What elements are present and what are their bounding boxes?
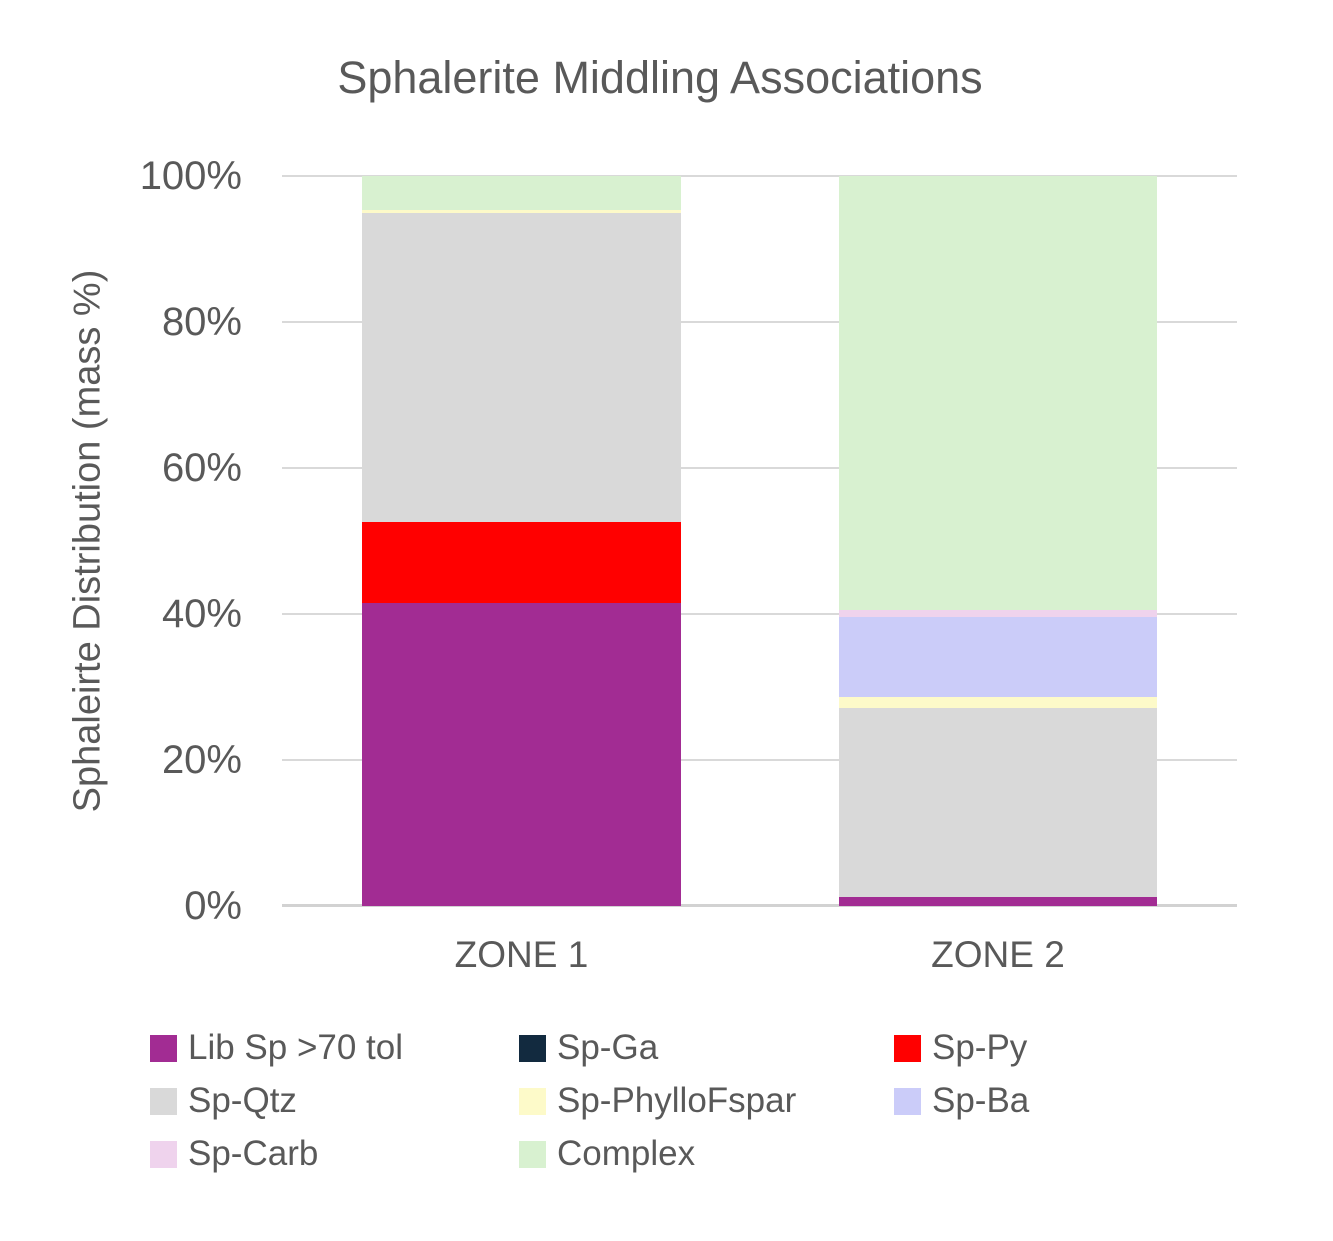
bar-segment-zone-1-sp-qtz bbox=[362, 213, 681, 522]
legend-label-lib-sp-70-tol: Lib Sp >70 tol bbox=[188, 1028, 404, 1067]
legend-item-sp-ga bbox=[519, 1026, 658, 1070]
legend-swatch-sp-phyllofspar bbox=[519, 1088, 546, 1115]
bar-segment-zone-1-complex bbox=[362, 176, 681, 210]
y-tick-label-100: 100% bbox=[139, 154, 242, 198]
x-axis-label-zone-2: ZONE 2 bbox=[931, 934, 1065, 975]
legend-label-sp-py: Sp-Py bbox=[932, 1028, 1028, 1067]
legend-swatch-sp-qtz bbox=[150, 1088, 177, 1115]
legend-swatch-sp-carb bbox=[150, 1141, 177, 1168]
plot-area bbox=[282, 176, 1237, 975]
bar-segment-zone-1-sp-py bbox=[362, 522, 681, 603]
y-axis-title: Sphaleirte Distribution (mass %) bbox=[66, 269, 109, 813]
bar-zone-1 bbox=[362, 176, 681, 906]
bar-segment-zone-2-sp-carb bbox=[839, 610, 1157, 617]
legend-label-sp-qtz: Sp-Qtz bbox=[188, 1081, 297, 1120]
legend-swatch-complex bbox=[519, 1141, 546, 1168]
bar-segment-zone-2-complex bbox=[839, 176, 1157, 610]
bar-zone-2 bbox=[839, 176, 1157, 906]
legend-label-sp-ga: Sp-Ga bbox=[557, 1028, 659, 1067]
legend-item-sp-phyllofspar bbox=[519, 1079, 796, 1123]
legend-item-sp-py bbox=[894, 1026, 1027, 1070]
y-tick-label-20: 20% bbox=[161, 738, 242, 782]
legend-swatch-lib-sp-70-tol bbox=[150, 1035, 177, 1062]
bar-segment-zone-2-sp-phyllofspar bbox=[839, 697, 1157, 709]
bar-segment-zone-2-lib-sp-70-tol bbox=[839, 897, 1157, 906]
legend-item-lib-sp-70-tol bbox=[150, 1026, 403, 1070]
y-axis-tick-labels bbox=[80, 154, 242, 928]
legend-swatch-sp-py bbox=[894, 1035, 921, 1062]
y-tick-label-60: 60% bbox=[161, 446, 242, 490]
x-axis-label-zone-1: ZONE 1 bbox=[454, 934, 589, 975]
legend-item-complex bbox=[519, 1132, 695, 1176]
chart-title: Sphalerite Middling Associations bbox=[337, 52, 983, 103]
legend-label-sp-carb: Sp-Carb bbox=[188, 1134, 319, 1173]
bar-segment-zone-1-lib-sp-70-tol bbox=[362, 603, 681, 906]
legend-item-sp-carb bbox=[150, 1132, 318, 1176]
bar-segment-zone-2-sp-ba bbox=[839, 617, 1157, 697]
legend-swatch-sp-ga bbox=[519, 1035, 546, 1062]
legend-swatch-sp-ba bbox=[894, 1088, 921, 1115]
y-tick-label-40: 40% bbox=[161, 592, 242, 636]
y-tick-label-80: 80% bbox=[161, 300, 242, 344]
legend-item-sp-qtz bbox=[150, 1079, 297, 1123]
legend-label-complex: Complex bbox=[557, 1134, 696, 1173]
legend-label-sp-phyllofspar: Sp-PhylloFspar bbox=[557, 1081, 797, 1120]
bar-segment-zone-2-sp-qtz bbox=[839, 708, 1157, 897]
y-tick-label-0: 0% bbox=[184, 884, 242, 928]
legend-label-sp-ba: Sp-Ba bbox=[932, 1081, 1030, 1120]
legend-item-sp-ba bbox=[894, 1079, 1029, 1123]
